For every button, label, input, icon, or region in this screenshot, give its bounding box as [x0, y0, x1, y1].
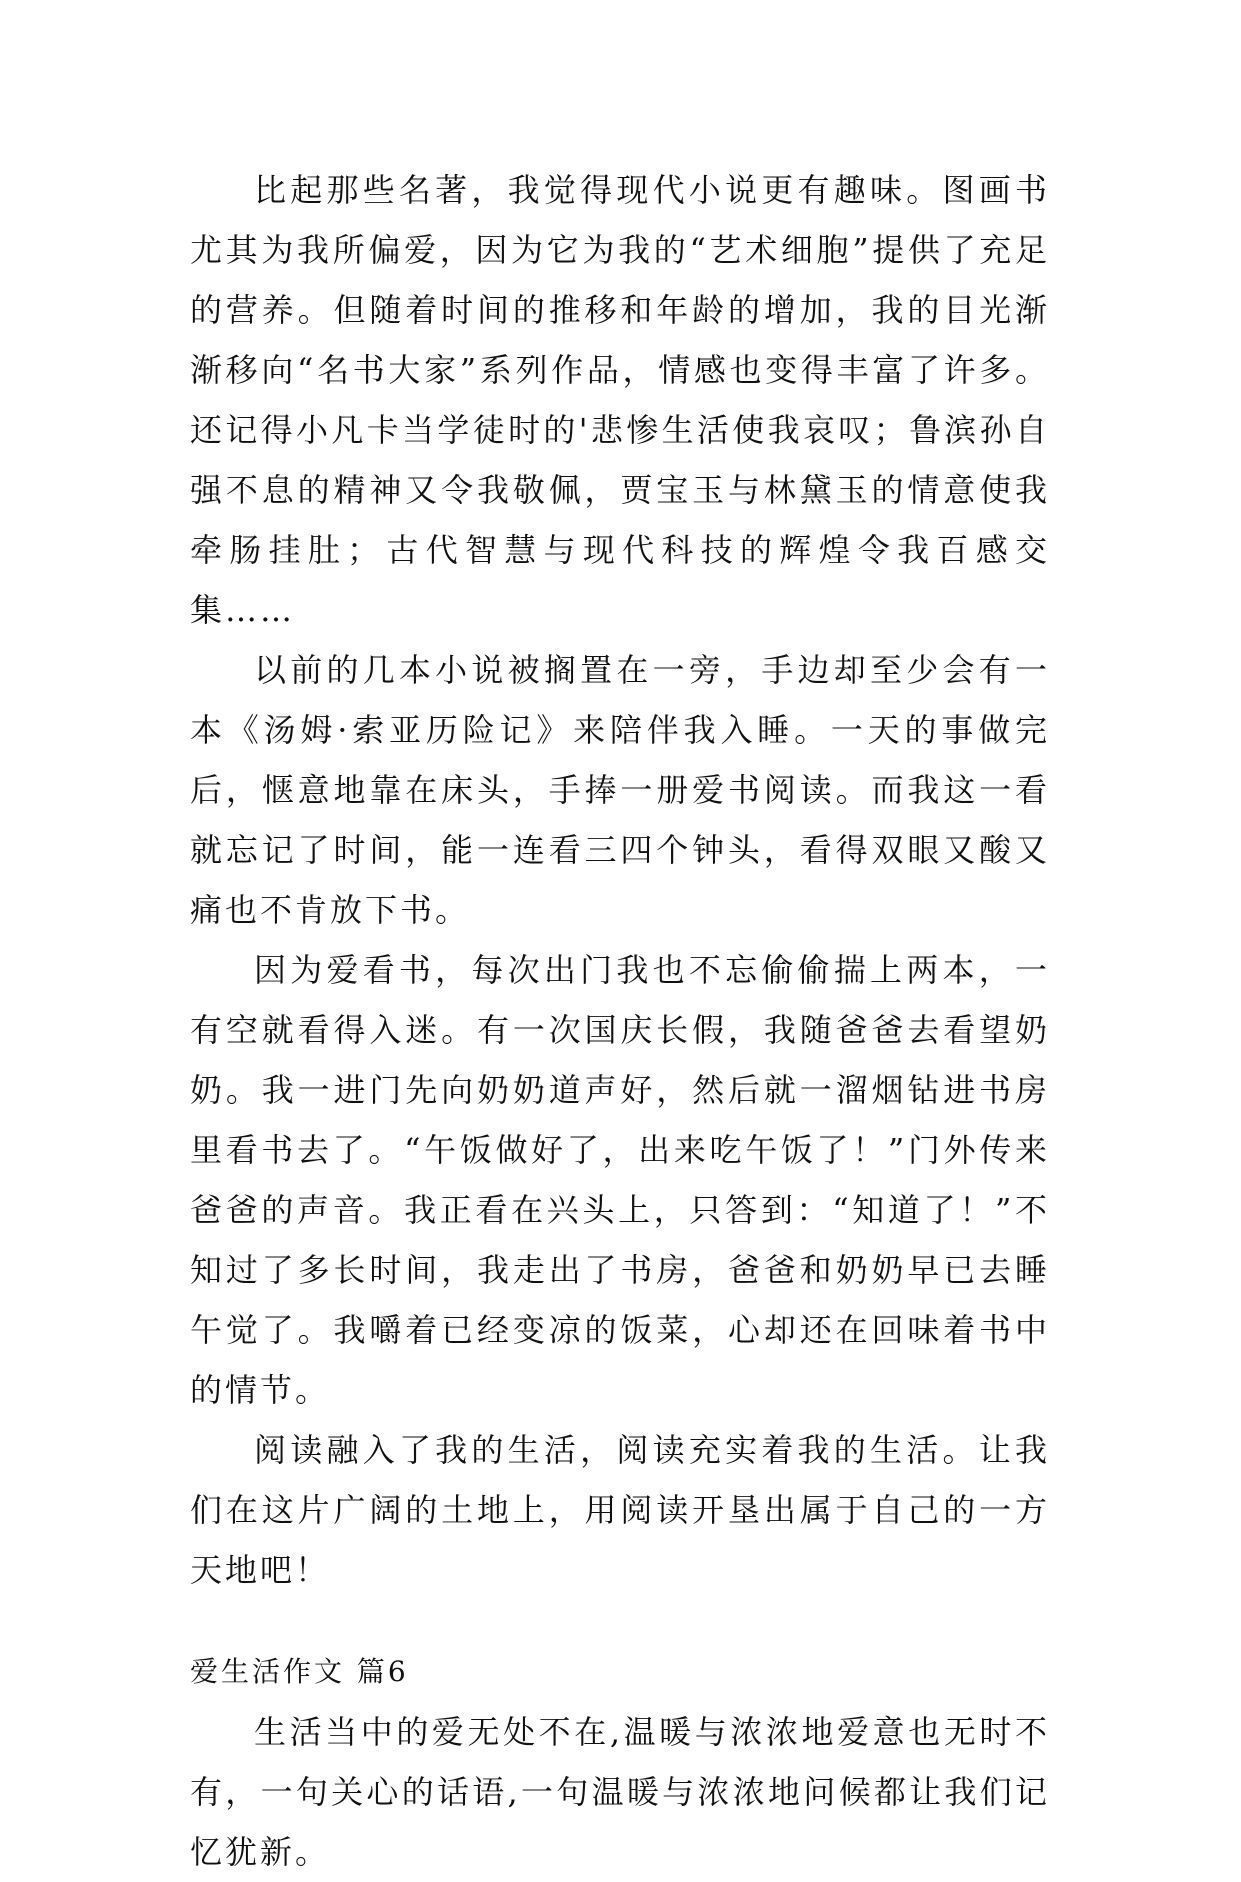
paragraph-love-everywhere: 生活当中的爱无处不在,温暖与浓浓地爱意也无时不有，一句关心的话语,一句温暖与浓浓地问候都让我们记忆犹新。: [190, 1713, 1050, 1871]
section-heading: 爱生活作文 篇6: [190, 1655, 409, 1688]
paragraph-national-holiday: 因为爱看书，每次出门我也不忘偷偷揣上两本，一有空就看得入迷。有一次国庆长假，我随爸爸去看望奶奶。我一进门先向奶奶道声好，然后就一溜烟钻进书房里看书去了。“午饭做好了，出来吃午饭了！”门外传来爸爸的声音。我正看在兴头上，只答到：“知道了！”不知过了多长时间，我走出了书房，爸爸和奶奶早已去睡午觉了。我嚼着已经变凉的饭菜，心却还在回味着书中的情节。: [190, 951, 1050, 1409]
paragraph-tom-sawyer: 以前的几本小说被搁置在一旁，手边却至少会有一本《汤姆·索亚历险记》来陪伴我入睡。一天的事做完后，惬意地靠在床头，手捧一册爱书阅读。而我这一看就忘记了时间，能一连看三四个钟头，看得双眼又酸又痛也不肯放下书。: [190, 651, 1050, 929]
document-body: [190, 160, 1050, 1882]
paragraph-modern-novels: 比起那些名著，我觉得现代小说更有趣味。图画书尤其为我所偏爱，因为它为我的“艺术细胞”提供了充足的营养。但随着时间的推移和年龄的增加，我的目光渐渐移向“名书大家”系列作品，情感也变得丰富了许多。还记得小凡卡当学徒时的'悲惨生活使我哀叹；鲁滨孙自强不息的精神又令我敬佩，贾宝玉与林黛玉的情意使我牵肠挂肚；古代智慧与现代科技的辉煌令我百感交集……: [190, 171, 1050, 629]
paragraph-conclusion: 阅读融入了我的生活，阅读充实着我的生活。让我们在这片广阔的土地上，用阅读开垦出属于自己的一方天地吧！: [190, 1431, 1050, 1589]
